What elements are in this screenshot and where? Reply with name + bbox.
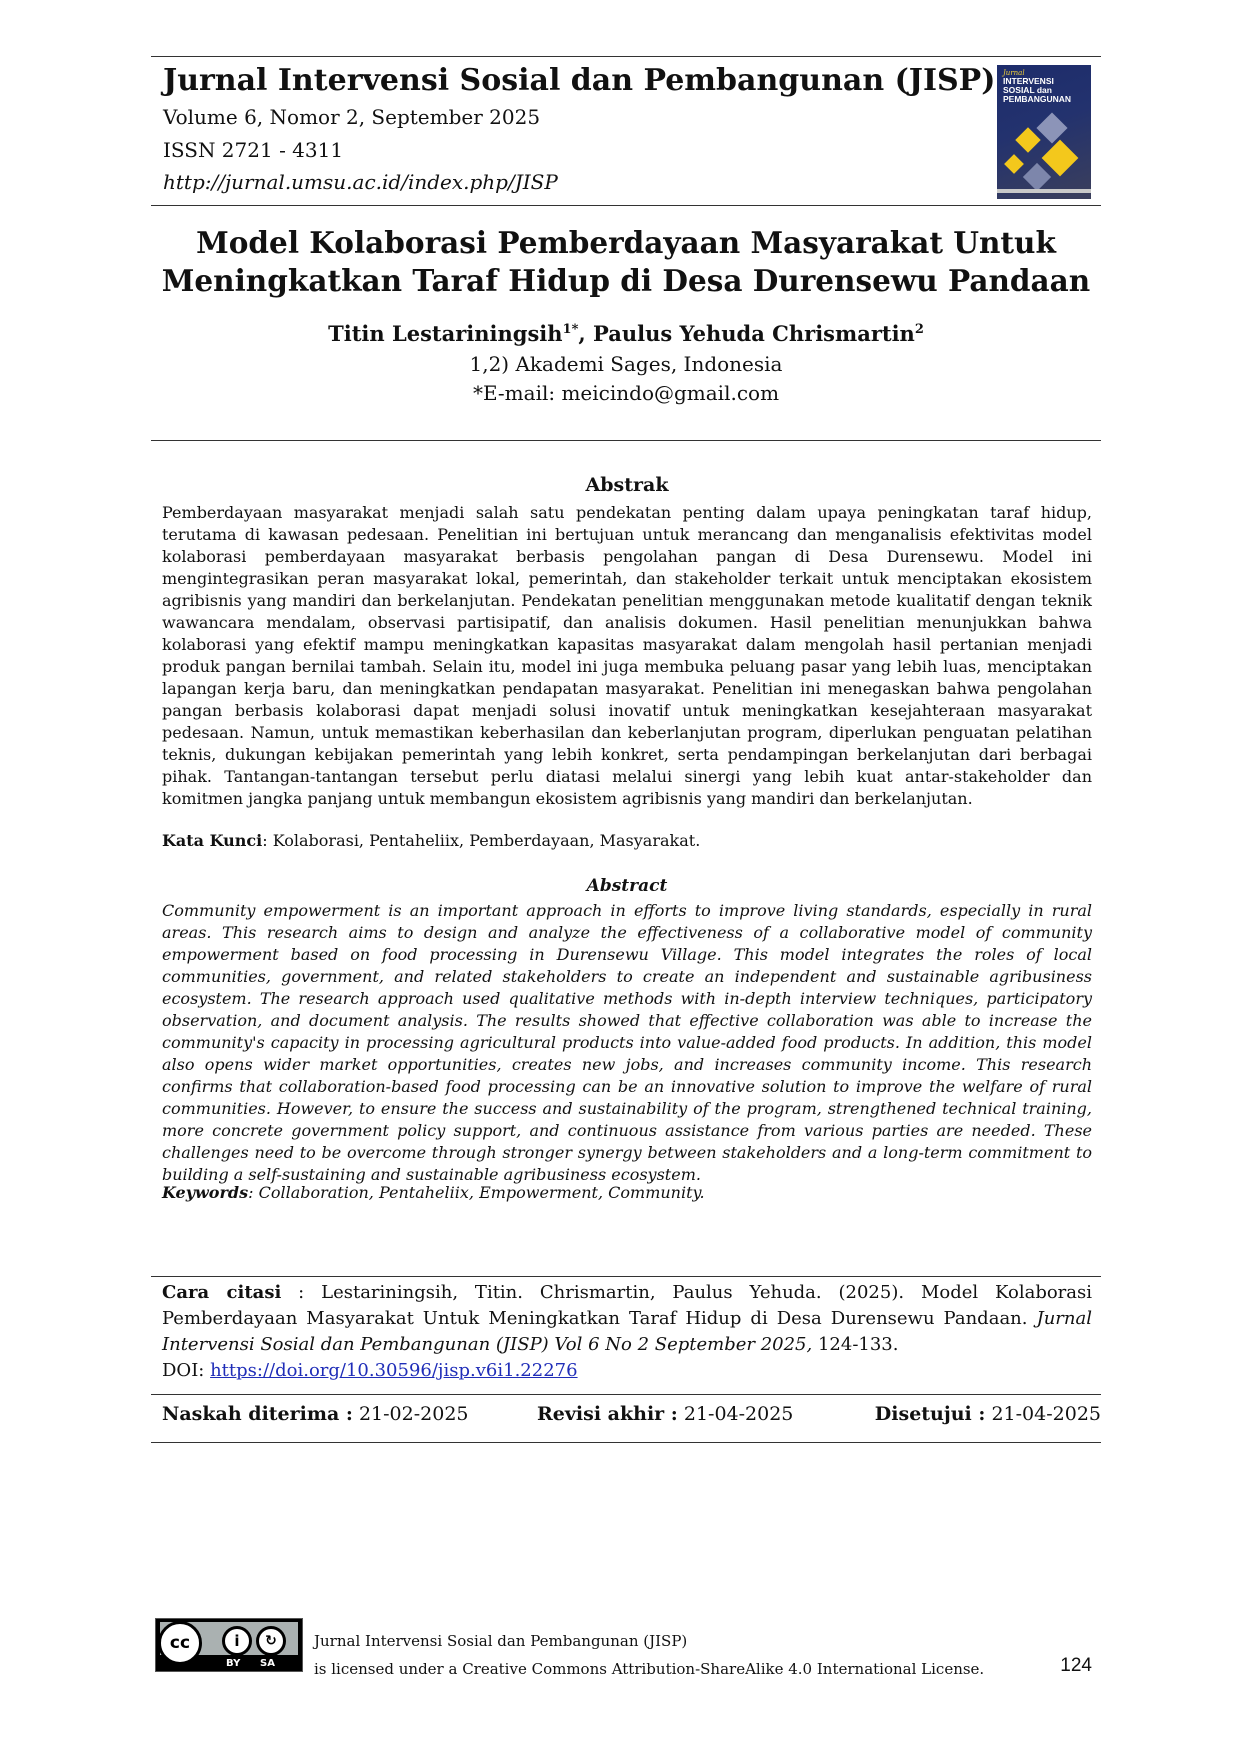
author-affiliation: 1,2) Akademi Sages, Indonesia [469, 352, 783, 376]
keywords-values: : Collaboration, Pentaheliix, Empowerment, Community. [248, 1183, 705, 1202]
cover-diamond-shape [1015, 127, 1040, 152]
kata-kunci-values: : Kolaborasi, Pentaheliix, Pemberdayaan, Masyarakat. [262, 831, 701, 850]
abstract-body: Community empowerment is an important approach in efforts to improve living standards, especially in rural areas. This research aims to design and analyze the effectiveness of a collaborative model of community empowerment based on food processing in Durensewu Village. This model integrates the roles of local communities, government, and related stakeholders to create an independent and sustainable agribusiness ecosystem. The research approach used qualitative methods with in-depth interview techniques, participatory observation, and document analysis. The results showed that effective collaboration was able to increase the community's capacity in processing agricultural products into value-added food products. In addition, this model also opens wider market opportunities, creates new jobs, and increases community income. This research confirms that collaboration-based food processing can be an innovative solution to improve the welfare of rural communities. However, to ensure the success and sustainability of the program, strengthened technical training, more concrete government policy support, and continuous assistance from various parties are needed. These challenges need to be overcome through stronger synergy between stakeholders and a long-term commitment to building a self-sustaining and sustainable agribusiness ecosystem. [162, 901, 1092, 1184]
journal-issn: ISSN 2721 - 4311 [163, 138, 344, 162]
abstrak-body: Pemberdayaan masyarakat menjadi salah satu pendekatan penting dalam upaya peningkatan taraf hidup, terutama di kawasan pedesaan. Penelitian ini bertujuan untuk merancang dan menganalisis efektivitas model kolaborasi pemberdayaan masyarakat berbasis pengolahan pangan di Desa Durensewu. Model ini mengintegrasikan peran masyarakat lokal, pemerintah, dan stakeholder terkait untuk menciptakan ekosistem agribisnis yang mandiri dan berkelanjutan. Pendekatan penelitian menggunakan metode kualitatif dengan teknik wawancara mendalam, observasi partisipatif, dan analisis dokumen. Hasil penelitian menunjukkan bahwa kolaborasi yang efektif mampu meningkatkan kapasitas masyarakat dalam mengolah hasil pertanian menjadi produk pangan bernilai tambah. Selain itu, model ini juga membuka peluang pasar yang lebih luas, menciptakan lapangan kerja baru, dan meningkatkan pendapatan masyarakat. Penelitian ini menegaskan bahwa pengolahan pangan berbasis kolaborasi dapat menjadi solusi inovatif untuk meningkatkan kesejahteraan masyarakat pedesaan. Namun, untuk memastikan keberhasilan dan keberlanjutan program, diperlukan penguatan pelatihan teknis, dukungan kebijakan pemerintah yang lebih konkret, serta pendampingan berkelanjutan dari berbagai pihak. Tantangan-tantangan tersebut perlu diatasi melalui sinergi yang lebih kuat antar-stakeholder dan komitmen jangka panjang untuk membangun ekosistem agribisnis yang mandiri dan berkelanjutan. [162, 503, 1092, 808]
keywords [162, 1183, 1092, 1202]
journal-header [151, 56, 1101, 206]
abstrak-heading: Abstrak [585, 474, 669, 496]
section-divider [151, 1442, 1101, 1443]
citation-journal: Jurnal Intervensi Sosial dan Pembangunan (JISP) Vol 6 No 2 September 2025, [162, 1308, 1092, 1355]
section-divider [151, 440, 1101, 441]
footer-license-text[interactable]: is licensed under a Creative Commons Attribution-ShareAlike 4.0 International License. [314, 1660, 985, 1678]
cover-diamond-shape [1023, 163, 1051, 191]
article-title-line-1: Model Kolaborasi Pemberdayaan Masyarakat Untuk [196, 225, 1056, 260]
citation-label: Cara citasi [162, 1282, 282, 1303]
cover-title-small: Jurnal [1003, 69, 1025, 77]
author-affiliation-marker: 2 [914, 322, 924, 337]
date-revised-label: Revisi akhir : [537, 1403, 678, 1425]
citation-text: : Lestariningsih, Titin. Chrismartin, Paulus Yehuda. (2025). Model Kolaborasi Pemberdayaan Masyarakat Untuk Meningkatkan Taraf Hidup di Desa Durensewu Pandaan. [162, 1282, 1093, 1329]
cc-sa-label: SA [260, 1658, 275, 1669]
date-approved-value: 21-04-2025 [985, 1403, 1101, 1425]
doi-line [162, 1360, 578, 1381]
journal-volume: Volume 6, Nomor 2, September 2025 [163, 105, 541, 129]
citation-pages: 124-133. [812, 1334, 899, 1355]
date-received-value: 21-02-2025 [352, 1403, 469, 1425]
page-number: 124 [1060, 1655, 1092, 1676]
cc-logo-icon: cc [158, 1621, 202, 1665]
journal-title: Jurnal Intervensi Sosial dan Pembangunan (JISP) [163, 63, 996, 98]
cc-by-sa-license-badge[interactable] [155, 1618, 303, 1672]
kata-kunci [162, 831, 1092, 850]
journal-cover-image [997, 65, 1091, 199]
author-affiliation-marker: 1* [562, 322, 579, 337]
keywords-label: Keywords [162, 1183, 249, 1202]
section-divider [151, 1394, 1101, 1395]
cover-title-main: INTERVENSI SOSIAL dan PEMBANGUNAN [1003, 76, 1071, 104]
date-received-label: Naskah diterima : [162, 1403, 353, 1425]
date-revised-value: 21-04-2025 [677, 1403, 794, 1425]
cc-by-label: BY [226, 1658, 241, 1669]
sharealike-icon: ↻ [256, 1626, 286, 1656]
cover-diamond-shape [1042, 140, 1079, 177]
section-divider [151, 1276, 1101, 1277]
article-title-line-2: Meningkatkan Taraf Hidup di Desa Durensewu Pandaan [161, 263, 1091, 298]
date-revised [537, 1403, 793, 1425]
journal-url[interactable]: http://jurnal.umsu.ac.id/index.php/JISP [163, 170, 558, 194]
footer-journal-name: Jurnal Intervensi Sosial dan Pembangunan (JISP) [314, 1632, 688, 1650]
cover-diamond-shape [1036, 112, 1067, 143]
date-approved [875, 1403, 1101, 1425]
kata-kunci-label: Kata Kunci [162, 831, 263, 850]
citation-block [162, 1280, 1092, 1358]
doi-link[interactable]: https://doi.org/10.30596/jisp.v6i1.22276 [210, 1360, 578, 1381]
cover-stripe [997, 189, 1091, 193]
cover-diamond-shape [1004, 154, 1024, 174]
doi-label: DOI: [162, 1360, 211, 1381]
author-name: Paulus Yehuda Chrismartin [593, 321, 915, 346]
author-separator: , [578, 321, 593, 346]
author-list [151, 321, 1101, 346]
date-received [162, 1403, 469, 1425]
abstract-heading: Abstract [586, 876, 668, 896]
corresponding-email: *E-mail: meicindo@gmail.com [472, 381, 780, 405]
attribution-icon: i [222, 1626, 252, 1656]
article-title [151, 224, 1101, 300]
date-approved-label: Disetujui : [874, 1403, 986, 1425]
author-name: Titin Lestariningsih [328, 321, 563, 346]
